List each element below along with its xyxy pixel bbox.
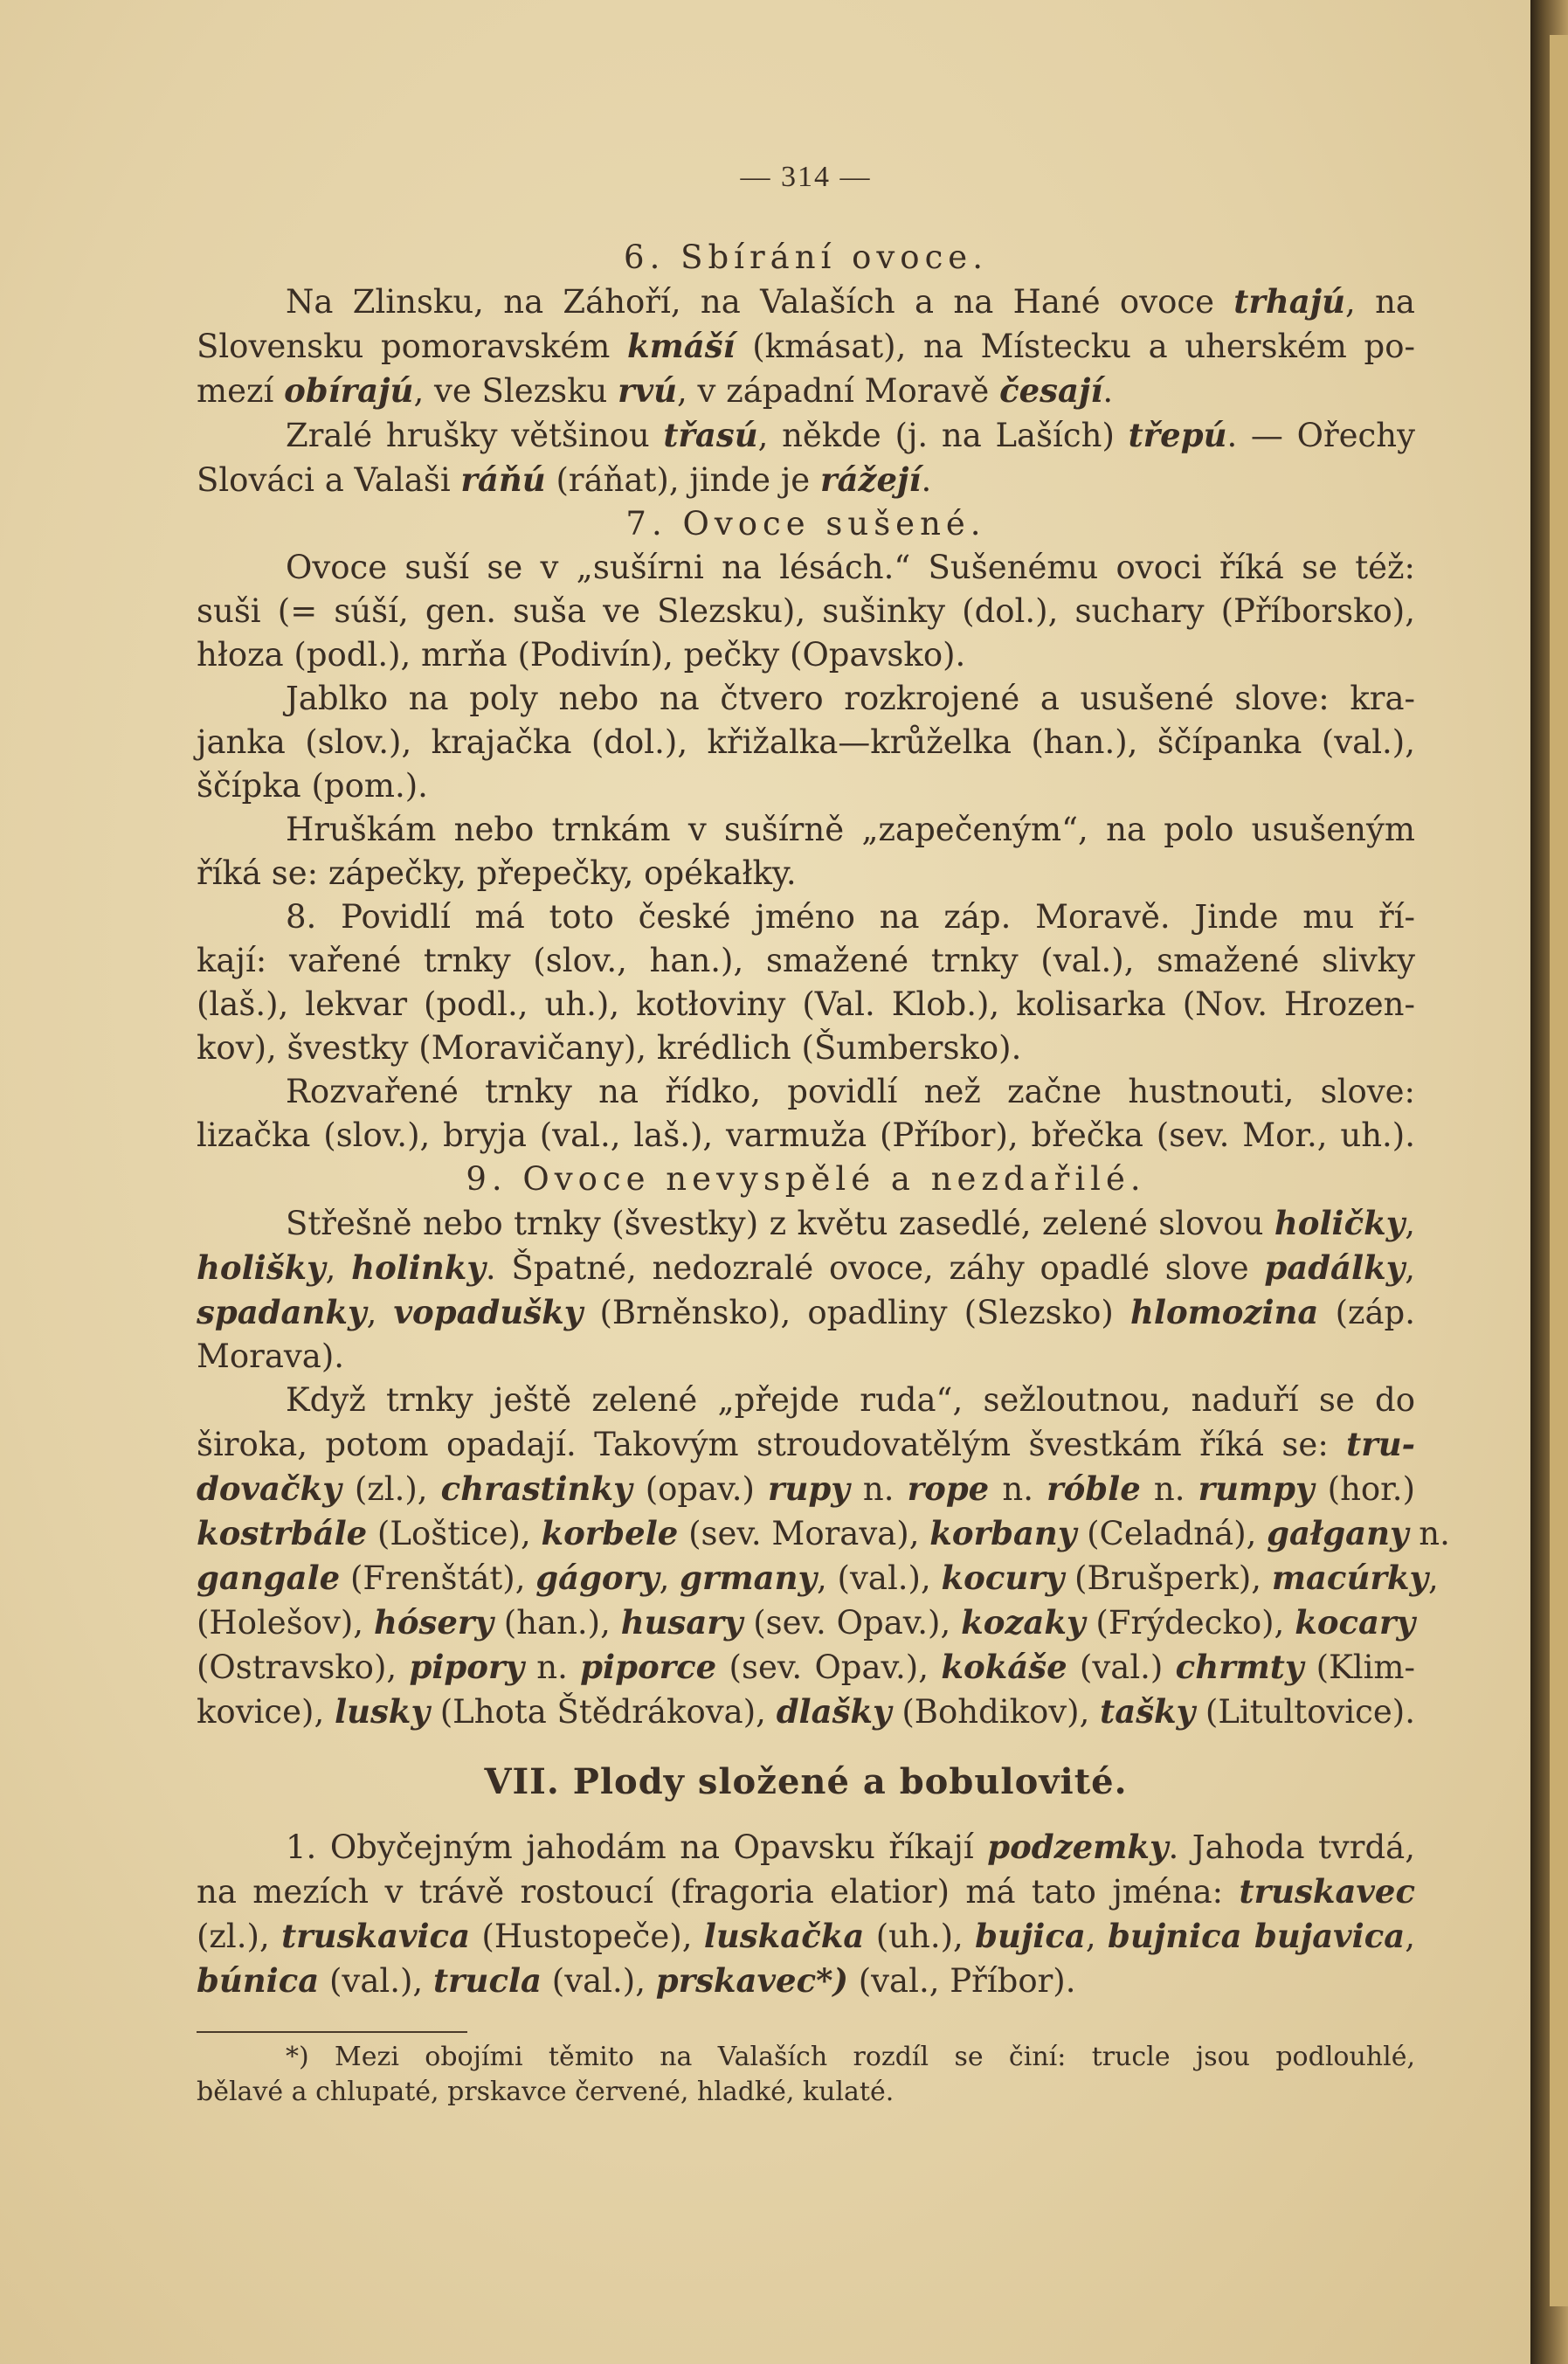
footnote: [197, 2040, 1415, 2110]
text-line: 9. Ovoce nevyspělé a nezdařilé.: [466, 1160, 1146, 1198]
text-line: široka, potom opadají. Takovým stroudovatělým švestkám říká se: tru-: [197, 1425, 1415, 1463]
text-line: na mezích v trávě rostoucí (fragoria elatior) má tato jména: truskavec: [197, 1872, 1415, 1911]
text-line: Jablko na poly nebo na čtvero rozkrojené a usušené slove: kra-: [286, 680, 1415, 717]
text-line: říká se: zápečky, přepečky, opékałky.: [197, 854, 797, 892]
text-line: kostrbále (Loštice), korbele (sev. Morava), korbany (Celadná), gałgany n.: [197, 1514, 1450, 1552]
text-line: kov), švestky (Moravičany), krédlich (Šumbersko).: [197, 1029, 1022, 1067]
text-line: kají: vařené trnky (slov., han.), smažené trnky (val.), smažené slivky: [197, 942, 1415, 979]
page-number: — 314 —: [740, 161, 872, 193]
footnote-rule: [197, 2031, 467, 2033]
text-line: (Holešov), hósery (han.), husary (sev. Opav.), kozaky (Frýdecko), kocary: [197, 1603, 1415, 1642]
text-line: hłoza (podl.), mrňa (Podivín), pečky (Opavsko).: [197, 636, 966, 674]
text-line: bělavé a chlupaté, prskavce červené, hladké, kulaté.: [197, 2077, 895, 2107]
text-line: Hruškám nebo trnkám v sušírně „zapečeným“, na polo usušeným: [286, 811, 1415, 848]
text-line: búnica (val.), trucla (val.), prskavec*) (val., Příbor).: [197, 1961, 1076, 2000]
text-line: mezí obírajú, ve Slezsku rvú, v západní Moravě česají.: [197, 371, 1114, 410]
text-line: lizačka (slov.), bryja (val., laš.), varmuža (Příbor), břečka (sev. Mor., uh.).: [197, 1116, 1415, 1154]
text-line: Morava).: [197, 1338, 345, 1375]
text-line: holišky, holinky. Špatné, nedozralé ovoce, záhy opadlé slove padálky,: [197, 1248, 1415, 1287]
text-line: 8. Povidlí má toto české jméno na záp. Moravě. Jinde mu ří-: [286, 898, 1415, 936]
text-line: Střešně nebo trnky (švestky) z květu zasedlé, zelené slovou holičky,: [286, 1204, 1415, 1242]
section-vii-text: [197, 1825, 1415, 2003]
text-line: ščípka (pom.).: [197, 767, 428, 805]
text-line: *) Mezi obojími těmito na Valaších rozdíl se činí: trucle jsou podlouhlé,: [286, 2042, 1415, 2072]
text-line: (laš.), lekvar (podl., uh.), kotłoviny (Val. Klob.), kolisarka (Nov. Hrozen-: [197, 985, 1415, 1023]
text-line: Ovoce suší se v „sušírni na lésách.“ Sušenému ovoci říká se též:: [286, 549, 1415, 586]
text-line: 1. Obyčejným jahodám na Opavsku říkají podzemky. Jahoda tvrdá,: [286, 1828, 1415, 1866]
text-line: (Ostravsko), pipory n. piporce (sev. Opav.), kokáše (val.) chrmty (Klim-: [197, 1648, 1415, 1686]
text-line: Slováci a Valaši ráňú (ráňat), jinde je rážejí.: [197, 460, 932, 499]
text-line: 6. Sbírání ovoce.: [624, 238, 988, 276]
text-line: Když trnky ještě zelené „přejde ruda“, sežloutnou, naduří se do: [286, 1381, 1415, 1419]
text-line: suši (= súší, gen. suša ve Slezsku), sušinky (dol.), suchary (Příborsko),: [197, 592, 1415, 630]
text-line: kovice), lusky (Lhota Štědrákova), dlašky (Bohdikov), tašky (Litultovice).: [197, 1692, 1415, 1731]
page-content: [197, 156, 1450, 2110]
section-6-9-text: [197, 236, 1450, 1734]
text-line: Rozvařené trnky na řídko, povidlí než začne hustnouti, slove:: [286, 1073, 1415, 1110]
text-line: Zralé hrušky většinou třasú, někde (j. na Laších) třepú. — Ořechy: [286, 416, 1415, 454]
text-line: Na Zlinsku, na Záhoří, na Valaších a na Hané ovoce trhajú, na: [286, 282, 1415, 321]
text-line: (zl.), truskavica (Hustopeče), luskačka (uh.), bujica, bujnica bujavica,: [197, 1917, 1415, 1955]
text-line: janka (slov.), krajačka (dol.), křižalka—krůželka (han.), ščípanka (val.),: [197, 723, 1415, 761]
text-line: gangale (Frenštát), gágory, grmany, (val.), kocury (Brušperk), macúrky,: [197, 1559, 1439, 1597]
text-line: 7. Ovoce sušené.: [625, 505, 986, 543]
text-line: dovačky (zl.), chrastinky (opav.) rupy n. rope n. róble n. rumpy (hor.): [197, 1469, 1416, 1508]
chapter-title: VII. Plody složené a bobulovité.: [484, 1761, 1128, 1802]
text-line: spadanky, vopadušky (Brněnsko), opadliny (Slezsko) hlomozina (záp.: [197, 1293, 1416, 1331]
book-edge: [1530, 0, 1568, 2364]
text-line: Slovensku pomoravském kmáší (kmásat), na Místecku a uherském po-: [197, 327, 1415, 365]
